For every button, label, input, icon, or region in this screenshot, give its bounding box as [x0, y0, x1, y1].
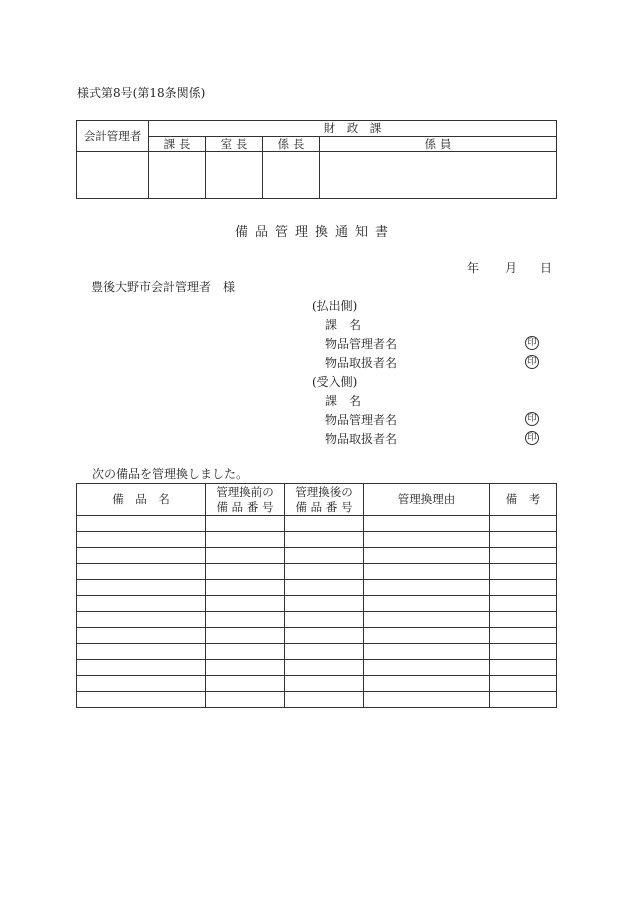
- cell-after-number: [285, 532, 364, 548]
- cell-before-number: [206, 516, 285, 532]
- role-staff: 係 員: [320, 137, 557, 152]
- cell-remarks: [490, 692, 557, 708]
- cell-reason: [364, 692, 490, 708]
- cell-reason: [364, 580, 490, 596]
- table-row: [77, 644, 557, 660]
- table-row: [77, 596, 557, 612]
- cell-remarks: [490, 532, 557, 548]
- cell-before-number: [206, 628, 285, 644]
- form-number: 様式第8号(第18条関係): [77, 86, 206, 100]
- cell-before-number: [206, 612, 285, 628]
- payer-section-label: 課 名: [325, 318, 362, 332]
- cell-reason: [364, 676, 490, 692]
- payer-manager-label: 物品管理者名: [325, 337, 398, 351]
- table-row: [77, 548, 557, 564]
- cell-after-number: [285, 660, 364, 676]
- cell-remarks: [490, 548, 557, 564]
- cell-item-name: [77, 628, 206, 644]
- addressee-name: 豊後大野市会計管理者: [91, 280, 212, 294]
- cell-after-number: [285, 580, 364, 596]
- cell-item-name: [77, 596, 206, 612]
- cell-after-number: [285, 564, 364, 580]
- items-table: [76, 483, 557, 708]
- header-after-number: [285, 484, 364, 516]
- cell-remarks: [490, 644, 557, 660]
- cell-item-name: [77, 532, 206, 548]
- header-after-line1: 管理換後の: [295, 485, 353, 500]
- date-day: 日: [540, 261, 553, 275]
- cell-reason: [364, 564, 490, 580]
- stamp-box-staff: [320, 152, 557, 199]
- table-row: [77, 676, 557, 692]
- cell-after-number: [285, 628, 364, 644]
- cell-remarks: [490, 564, 557, 580]
- stamp-box-accountant: [77, 152, 149, 199]
- table-row: [77, 532, 557, 548]
- cell-item-name: [77, 612, 206, 628]
- items-table-header: [77, 484, 557, 516]
- table-row: [77, 516, 557, 532]
- cell-after-number: [285, 596, 364, 612]
- cell-after-number: [285, 644, 364, 660]
- header-reason: 管理換理由: [364, 484, 490, 516]
- payer-heading: (払出側): [312, 299, 358, 313]
- addressee-honorific: 様: [223, 280, 236, 294]
- cell-before-number: [206, 596, 285, 612]
- cell-reason: [364, 548, 490, 564]
- cell-item-name: [77, 692, 206, 708]
- cell-item-name: [77, 548, 206, 564]
- payer-manager-seal-icon: 印: [525, 336, 539, 350]
- cell-remarks: [490, 612, 557, 628]
- receiver-manager-seal-icon: 印: [525, 412, 539, 426]
- addressee: [91, 278, 235, 295]
- cell-reason: [364, 596, 490, 612]
- cell-before-number: [206, 676, 285, 692]
- cell-before-number: [206, 548, 285, 564]
- header-item-name: 備 品 名: [77, 484, 206, 516]
- role-office-chief: 室 長: [206, 137, 263, 152]
- cell-item-name: [77, 564, 206, 580]
- cell-after-number: [285, 548, 364, 564]
- cell-reason: [364, 628, 490, 644]
- cell-after-number: [285, 676, 364, 692]
- date-month: 月: [505, 261, 518, 275]
- cell-before-number: [206, 564, 285, 580]
- cell-reason: [364, 612, 490, 628]
- cell-reason: [364, 516, 490, 532]
- receiver-section-label: 課 名: [325, 394, 362, 408]
- cell-item-name: [77, 516, 206, 532]
- cell-reason: [364, 644, 490, 660]
- cell-item-name: [77, 660, 206, 676]
- table-row: [77, 580, 557, 596]
- table-row: [77, 612, 557, 628]
- stamp-box-unit-chief: [263, 152, 320, 199]
- cell-remarks: [490, 676, 557, 692]
- header-before-line2: 備 品 番 号: [216, 499, 274, 514]
- intro-text: 次の備品を管理換しました。: [92, 467, 249, 481]
- cell-reason: [364, 660, 490, 676]
- cell-item-name: [77, 580, 206, 596]
- stamp-box-office-chief: [206, 152, 263, 199]
- approval-stamp-table: [76, 120, 557, 199]
- department-label: 財 政 課: [149, 121, 557, 137]
- cell-after-number: [285, 612, 364, 628]
- cell-item-name: [77, 644, 206, 660]
- accountant-label: 会計管理者: [77, 121, 149, 152]
- role-section-chief: 課 長: [149, 137, 206, 152]
- cell-before-number: [206, 692, 285, 708]
- header-remarks: 備 考: [490, 484, 557, 516]
- header-after-line2: 備 品 番 号: [295, 499, 353, 514]
- cell-item-name: [77, 676, 206, 692]
- receiver-heading: (受入側): [312, 375, 358, 389]
- receiver-handler-seal-icon: 印: [525, 431, 539, 445]
- cell-remarks: [490, 660, 557, 676]
- cell-before-number: [206, 660, 285, 676]
- table-row: [77, 564, 557, 580]
- header-before-number: [206, 484, 285, 516]
- table-row: [77, 692, 557, 708]
- cell-remarks: [490, 516, 557, 532]
- receiver-manager-label: 物品管理者名: [325, 413, 398, 427]
- cell-after-number: [285, 692, 364, 708]
- cell-remarks: [490, 628, 557, 644]
- cell-before-number: [206, 532, 285, 548]
- table-row: [77, 628, 557, 644]
- cell-remarks: [490, 580, 557, 596]
- stamp-box-section-chief: [149, 152, 206, 199]
- cell-remarks: [490, 596, 557, 612]
- cell-reason: [364, 532, 490, 548]
- cell-before-number: [206, 580, 285, 596]
- document-title: 備品管理換通知書: [234, 225, 395, 240]
- payer-handler-seal-icon: 印: [525, 355, 539, 369]
- receiver-handler-label: 物品取扱者名: [325, 432, 398, 446]
- date-year: 年: [467, 261, 480, 275]
- cell-after-number: [285, 516, 364, 532]
- table-row: [77, 660, 557, 676]
- payer-handler-label: 物品取扱者名: [325, 356, 398, 370]
- cell-before-number: [206, 644, 285, 660]
- role-unit-chief: 係 長: [263, 137, 320, 152]
- header-before-line1: 管理換前の: [216, 485, 274, 500]
